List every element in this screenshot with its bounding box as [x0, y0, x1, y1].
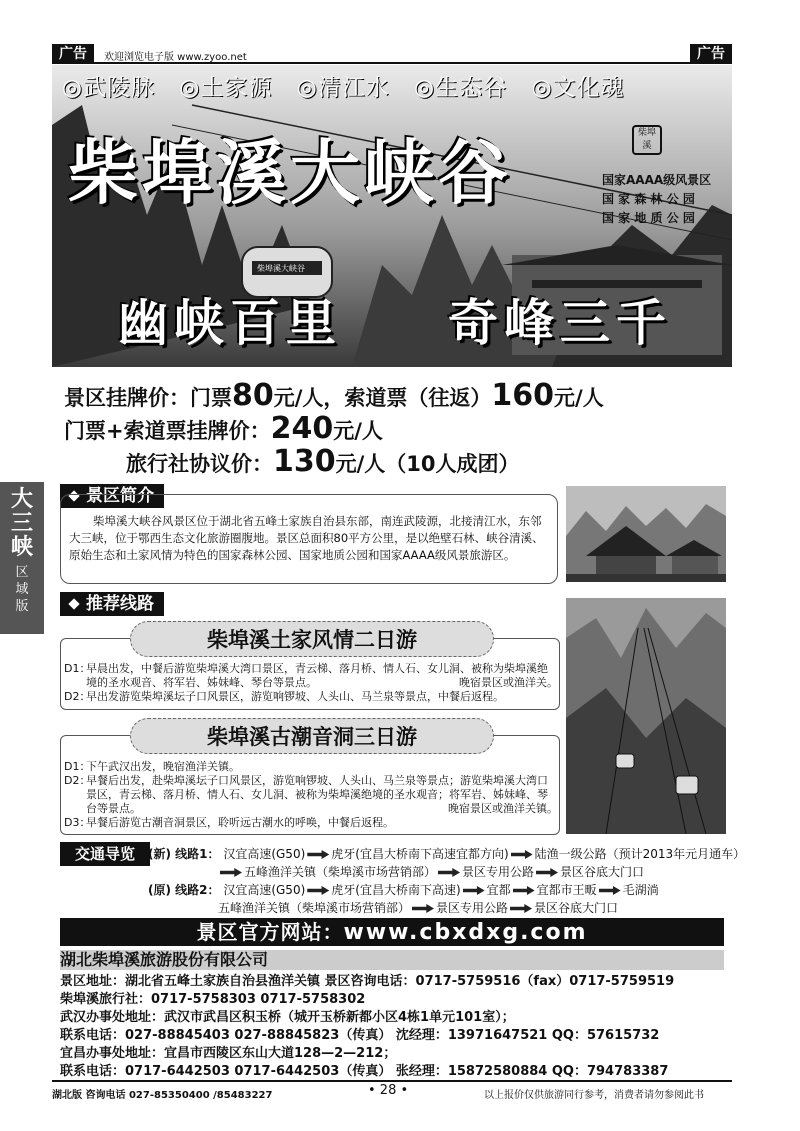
routes-heading: 推荐线路	[60, 592, 164, 616]
footer-rule	[52, 1080, 732, 1082]
arrow-right-icon	[511, 850, 533, 859]
arrow-right-icon	[513, 886, 535, 895]
footer-right: 以上报价仅供旅游同行参考，消费者请勿参阅此书	[484, 1090, 704, 1101]
traffic-new-line-b	[218, 863, 644, 880]
ad-tag-left: 广告	[52, 44, 94, 64]
price-line-1	[64, 378, 604, 413]
agency-price: 130	[273, 444, 336, 479]
route-stop: 景区专用公路	[436, 901, 509, 915]
traffic-old-line-b	[218, 899, 618, 916]
price-unit: 元/人	[554, 386, 604, 410]
route-stop: 景区专用公路	[462, 865, 535, 879]
route-stop: 虎牙(宜昌大桥南下高速宜都方向)	[331, 847, 509, 861]
theme-item: ◎土家源	[179, 75, 273, 101]
theme-item: ◎清江水	[296, 75, 390, 101]
header-rule	[52, 62, 732, 64]
day-text: 早晨出发，中餐后游览柴埠溪大湾口景区，青云梯、落月桥、情人石、女儿洞、被称为柴埠溪绝境的圣水观音、将军岩、姊妹峰、琴台等景点。	[86, 662, 548, 689]
contact-line: 柴埠溪旅行社：0717-5758303 0717-5758302	[60, 992, 366, 1007]
route-stop: 汉宜高速(G50)	[223, 883, 306, 897]
badge-line: 国 家 地 质 公 园	[602, 211, 695, 225]
company-name: 湖北柴埠溪旅游股份有限公司	[60, 950, 269, 969]
route-stop: 虎牙(宜昌大桥南下高速)	[331, 883, 461, 897]
ticket-price: 80	[232, 378, 274, 413]
scenic-banner	[52, 65, 732, 367]
day-label: D2：	[64, 774, 91, 787]
cable-car-label: 柴埠溪大峡谷	[257, 264, 305, 273]
contact-line: 景区地址：湖北省五峰土家族自治县渔洋关镇 景区咨询电话：0717-5759516（fax）0717-5759519	[60, 974, 675, 989]
cableway-photo	[566, 598, 726, 834]
traffic-new-line-a	[148, 845, 745, 862]
theme-item: ◎生态谷	[414, 75, 508, 101]
website-url[interactable]: www.cbxdxg.com	[343, 920, 588, 945]
header-tagline: 欢迎浏览电子版 www.zyoo.net	[104, 52, 247, 63]
footer-left: 湖北版 咨询电话 027-85350400 /85483227	[52, 1090, 273, 1101]
side-tab-sub: 区域版	[15, 565, 29, 614]
price-label: 门票+索道票挂牌价：	[64, 419, 271, 443]
contact-line: 联系电话：0717-6442503 0717-6442503（传真） 张经理：15872580884 QQ：794783387	[60, 1064, 669, 1079]
seal-logo	[632, 125, 662, 155]
arrow-right-icon	[220, 868, 242, 877]
route-stop: 景区谷底大门口	[534, 901, 619, 915]
day-label: D1：	[64, 760, 91, 773]
arrow-right-icon	[510, 904, 532, 913]
day-text: 下午武汉出发，晚宿渔洋关镇。	[86, 760, 240, 773]
price-line-2	[64, 411, 383, 446]
route-2-days	[64, 760, 558, 830]
badge-line: 国家AAAA级风景区	[602, 173, 712, 187]
price-label: 旅行社协议价：	[126, 452, 273, 476]
theme-item: ◎武陵脉	[62, 75, 156, 101]
route-stop: 五峰渔洋关镇（柴埠溪市场营销部）	[244, 865, 437, 879]
arrow-right-icon	[412, 904, 434, 913]
arrow-right-icon	[536, 868, 558, 877]
side-tab-title: 大三峡	[10, 487, 33, 560]
arrow-right-icon	[307, 886, 329, 895]
day-label: D3：	[64, 816, 91, 829]
route-1-title: 柴埠溪土家风情二日游	[130, 621, 494, 657]
intro-text: 柴埠溪大峡谷风景区位于湖北省五峰土家族自治县东部，南连武陵源，北接清江水，东邻大三峡，位于鄂西生态文化旅游圈腹地。景区总面积80平方公里，是以绝壁石林、峡谷清溪、原始生态和土家风情为特色的国家森林公园、国家地质公园和国家AAAA级风景旅游区。	[60, 494, 558, 584]
intro-heading: 景区简介	[60, 484, 164, 508]
day-label: D1：	[64, 662, 91, 675]
day-text: 早出发游览柴埠溪坛子口风景区，游览响锣坡、人头山、马兰泉等景点，中餐后返程。	[86, 690, 504, 703]
price-unit: 元/人（10人成团）	[335, 452, 520, 476]
day-text: 早餐后出发，赴柴埠溪坛子口风景区，游览响锣坡、人头山、马兰泉等景点；游览柴埠溪大湾口景区，青云梯、落月桥、情人石、女儿洞、被称为柴埠溪绝境的圣水观音；将军岩、姊妹峰、琴台等景点。	[86, 774, 548, 815]
banner-badges	[602, 171, 711, 228]
day-text: 早餐后游览古潮音洞景区，聆听远古潮水的呼唤，中餐后返程。	[86, 816, 394, 829]
website-label: 景区官方网站：	[196, 920, 344, 944]
route-label: (新) 线路1：	[148, 847, 220, 861]
traffic-heading: 交通导览	[60, 842, 150, 866]
route-stop: 宜都	[486, 883, 511, 897]
contact-line: 武汉办事处地址：武汉市武昌区积玉桥（城开玉桥新都小区4栋1单元101室）；	[60, 1010, 515, 1025]
route-stop: 毛湖淌	[622, 883, 659, 897]
arrow-right-icon	[463, 886, 485, 895]
price-label: 景区挂牌价：门票	[64, 386, 232, 410]
route-stop: 景区谷底大门口	[560, 865, 645, 879]
route-2-title: 柴埠溪古潮音洞三日游	[130, 718, 494, 754]
arrow-right-icon	[307, 850, 329, 859]
route-stop: 宜都市王畈	[536, 883, 597, 897]
seal-text: 柴埠溪	[637, 128, 656, 151]
contact-line: 联系电话：027-88845403 027-88845823（传真） 沈经理：13971647521 QQ：57615732	[60, 1028, 660, 1043]
price-line-3	[126, 444, 520, 479]
ad-tag-right: 广告	[690, 44, 732, 64]
day-label: D2：	[64, 690, 91, 703]
region-side-tab	[0, 482, 44, 634]
theme-item: ◎文化魂	[531, 75, 625, 101]
combo-price: 240	[270, 411, 334, 446]
cable-price: 160	[491, 378, 555, 413]
banner-title: 柴埠溪大峡谷	[68, 132, 512, 214]
badge-line: 国 家 森 林 公 园	[602, 192, 695, 206]
route-1-days	[64, 662, 558, 704]
contact-line: 宜昌办事处地址：宜昌市西陵区东山大道128—2—212；	[60, 1046, 397, 1061]
route-stop: 陆渔一级公路（预计2013年元月通车）	[534, 847, 746, 861]
slogan-left: 幽峡百里	[118, 294, 342, 352]
arrow-right-icon	[438, 868, 460, 877]
page-number: • 28 •	[368, 1083, 409, 1098]
route-stop: 五峰渔洋关镇（柴埠溪市场营销部）	[218, 901, 411, 915]
scenic-gate-photo	[566, 486, 726, 582]
arrow-right-icon	[599, 886, 621, 895]
route-stop: 汉宜高速(G50)	[223, 847, 306, 861]
price-unit: 元/人	[333, 419, 383, 443]
price-label: 元/人，索道票（往返）	[273, 386, 492, 410]
traffic-old-line-a	[148, 881, 659, 898]
route-label: (原) 线路2：	[148, 883, 220, 897]
slogan-right: 奇峰三千	[448, 294, 672, 352]
website-bar	[60, 918, 724, 946]
day-stay: 晚宿景区或渔洋关镇。	[448, 802, 558, 815]
day-stay: 晚宿景区或渔洋关。	[459, 676, 558, 689]
theme-list	[62, 69, 625, 102]
